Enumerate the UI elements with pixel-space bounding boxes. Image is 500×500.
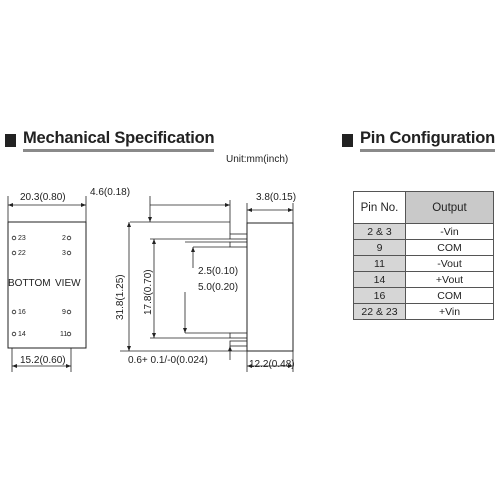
table-row <box>354 224 494 240</box>
unit-label: Unit:mm(inch) <box>226 154 289 165</box>
pin-number-label: 9 <box>62 309 66 316</box>
pin-spacing-label: 17.8(0.70) <box>143 269 154 315</box>
pin-pitch-label: 2.5(0.10) <box>198 266 239 277</box>
pin-hole <box>67 251 71 255</box>
pin-length-label: 0.6+ 0.1/-0(0.024) <box>128 355 208 366</box>
output-cell: +Vout <box>406 272 494 288</box>
thickness-label: 3.8(0.15) <box>256 192 297 203</box>
pin-hole <box>12 332 16 336</box>
pin-no-cell: 14 <box>354 272 406 288</box>
table-row <box>354 272 494 288</box>
pin-number-label: 2 <box>62 235 66 242</box>
pin-no-cell: 2 & 3 <box>354 224 406 240</box>
pin-hole <box>67 332 71 336</box>
width-label: 20.3(0.80) <box>20 192 66 203</box>
pin-no-cell: 9 <box>354 240 406 256</box>
output-header: Output <box>406 192 494 224</box>
pin-number-label: 23 <box>18 235 26 242</box>
pin-hole <box>12 310 16 314</box>
view-label: VIEW <box>55 278 81 289</box>
pin-offset-label: 5.0(0.20) <box>198 282 239 293</box>
pin-no-header: Pin No. <box>354 192 406 224</box>
output-cell: COM <box>406 288 494 304</box>
pin-no-cell: 22 & 23 <box>354 304 406 320</box>
table-row <box>354 304 494 320</box>
pin-number-label: 11 <box>60 331 68 338</box>
output-cell: -Vin <box>406 224 494 240</box>
depth-label: 12.2(0.48) <box>249 359 295 370</box>
pin-number-label: 14 <box>18 331 26 338</box>
pin-config-title: Pin Configuration <box>360 129 495 152</box>
output-cell: +Vin <box>406 304 494 320</box>
height-label: 31.8(1.25) <box>115 274 126 320</box>
pin-number-label: 16 <box>18 309 26 316</box>
pin-no-cell: 11 <box>354 256 406 272</box>
output-cell: COM <box>406 240 494 256</box>
pin-span-label: 15.2(0.60) <box>20 355 66 366</box>
pin-hole <box>67 236 71 240</box>
pin-hole <box>12 236 16 240</box>
table-row <box>354 288 494 304</box>
pin-no-cell: 16 <box>354 288 406 304</box>
output-cell: -Vout <box>406 256 494 272</box>
pin-number-label: 22 <box>18 250 26 257</box>
table-row <box>354 256 494 272</box>
pin-number-label: 3 <box>62 250 66 257</box>
pin-hole <box>67 310 71 314</box>
table-row <box>354 240 494 256</box>
table-header-row <box>354 192 494 224</box>
pin-config-table <box>353 191 494 320</box>
pin-hole <box>12 251 16 255</box>
bottom-label: BOTTOM <box>8 278 51 289</box>
mechanical-spec-title: Mechanical Specification <box>23 129 214 152</box>
top-offset-label: 4.6(0.18) <box>90 187 131 198</box>
